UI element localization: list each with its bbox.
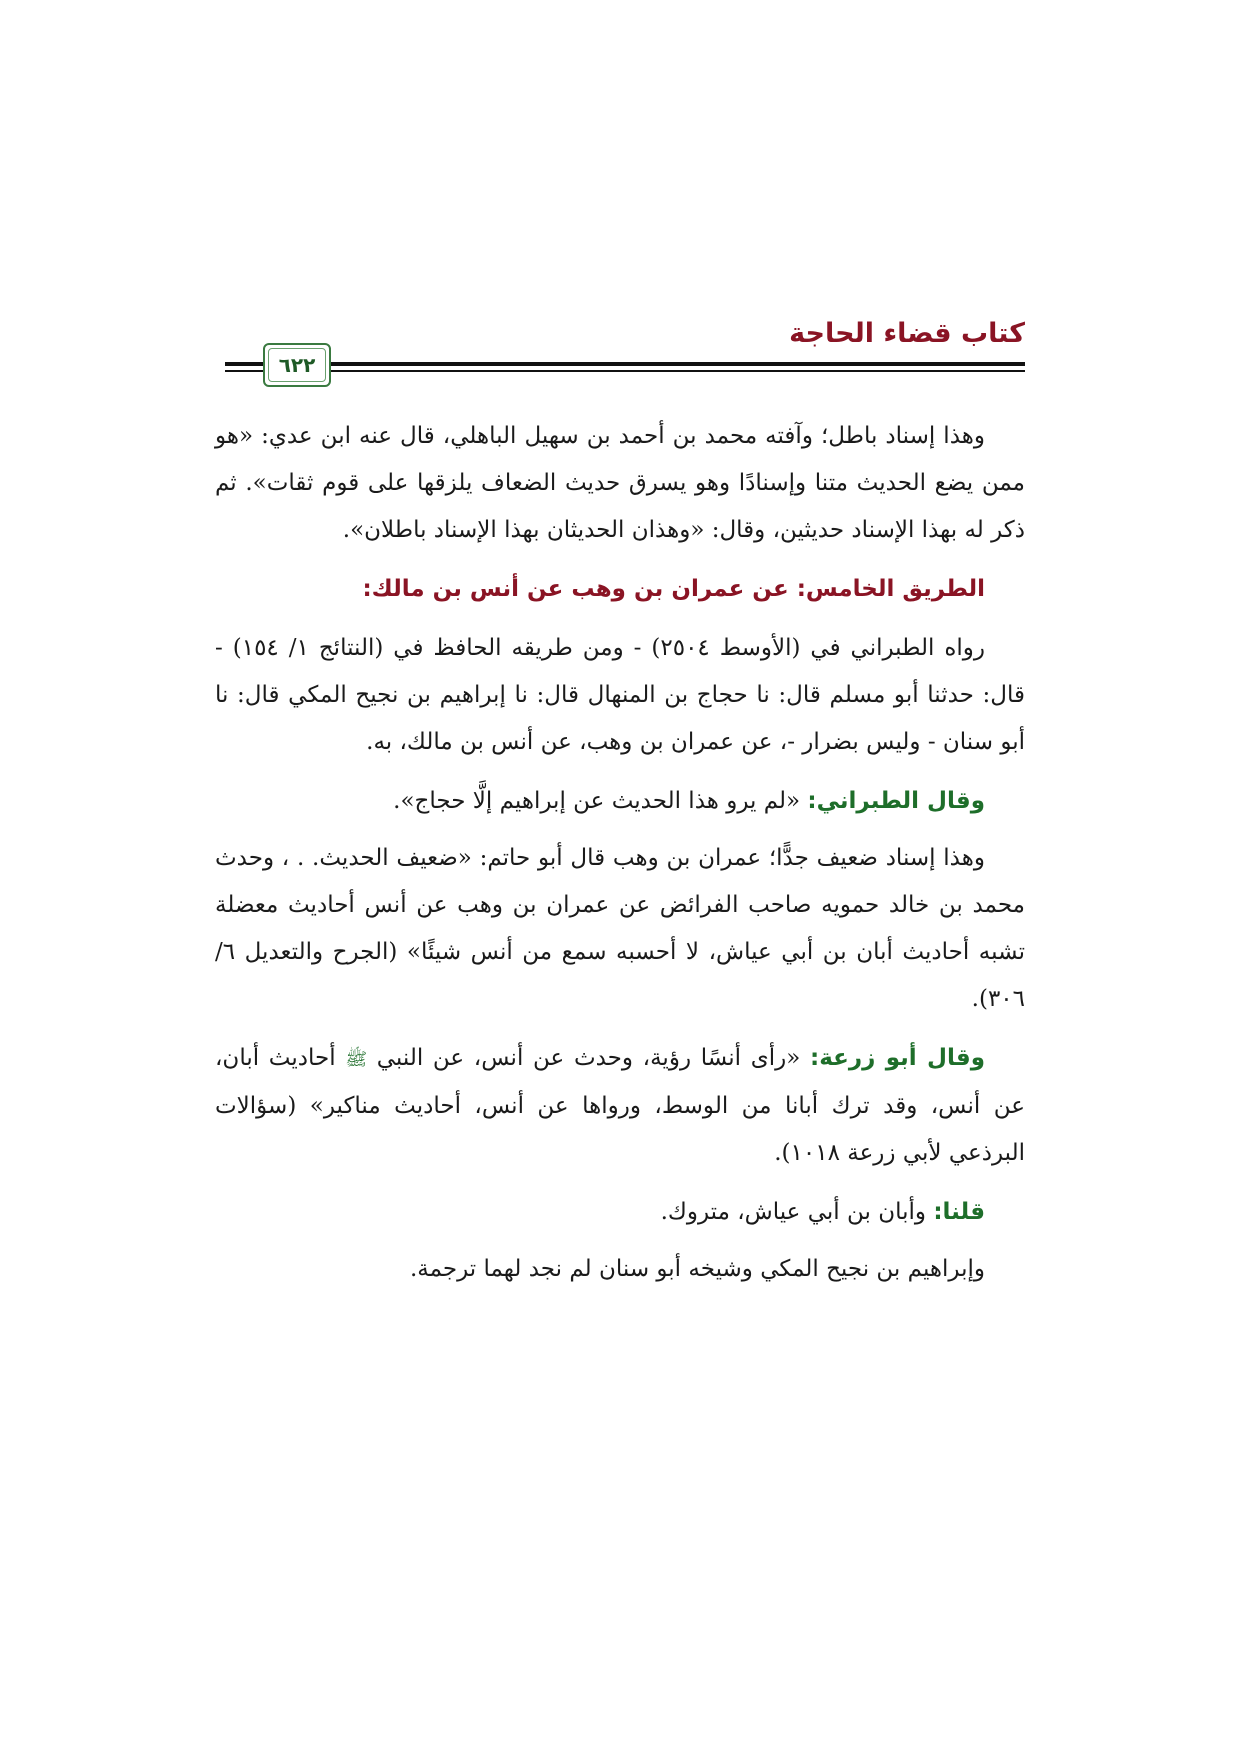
header-rule-thick [225,362,1025,366]
section-heading-fifth-route: الطريق الخامس: عن عمران بن وهب عن أنس بن مالك: [362,576,985,602]
paragraph-abu-zura [215,1035,1025,1177]
quote-text-before: «رأى أنسًا رؤية، وحدث عن أنس، عن النبي [367,1045,810,1071]
paragraph-isnad-batil: وهذا إسناد باطل؛ وآفته محمد بن أحمد بن سهيل الباهلي، قال عنه ابن عدي: «هو ممن يضع الحديث متنا وإسنادًا وهو يسرق حديث الضعاف يلزقها على قوم ثقات». ثم ذكر له بهذا الإسناد حديثين، وقال: «وهذان الحديثان بهذا الإسناد باطلان». [215,423,1025,543]
header-rule-thin [225,370,1025,372]
page-body [215,413,1025,1305]
page-header [225,300,1025,400]
paragraph-tabarani-comment [215,778,1025,825]
book-title: كتاب قضاء الحاجة [789,318,1025,349]
statement-text: وأبان بن أبي عياش، متروك. [660,1199,934,1225]
paragraph-abu-hatim: وهذا إسناد ضعيف جدًّا؛ عمران بن وهب قال أبو حاتم: «ضعيف الحديث. . ، وحدث محمد بن خالد حمويه صاحب الفرائض عن عمران بن وهب عن أنس أحاديث معضلة تشبه أحاديث أبان بن أبي عياش، لا أحسبه سمع من أنس شيئًا» (الجرح والتعديل ٦/ ٣٠٦). [215,845,1025,1012]
paragraph-no-biography: وإبراهيم بن نجيح المكي وشيخه أبو سنان لم نجد لهما ترجمة. [409,1256,985,1282]
page-number-frame [263,343,331,387]
quote-text: «لم يرو هذا الحديث عن إبراهيم إلَّا حجاج». [393,788,808,814]
page-number: ٦٢٢ [278,353,316,377]
speaker-label-abu-zura: وقال أبو زرعة: [810,1045,985,1071]
paragraph-tabarani-narration: رواه الطبراني في (الأوسط ٢٥٠٤) - ومن طريقه الحافظ في (النتائج ١/ ١٥٤) - قال: حدثنا أبو مسلم قال: نا حجاج بن المنهال قال: نا إبراهيم بن نجيح المكي قال: نا أبو سنان - وليس بضرار -، عن عمران بن وهب، عن أنس بن مالك، به. [215,635,1025,755]
paragraph-qulna [215,1189,1025,1236]
honorific-glyph: ﷺ [345,1049,368,1070]
quote-text-after: أحاديث أبان، عن أنس، وقد ترك أبانا من الوسط، ورواها عن أنس، أحاديث مناكير» (سؤالات البرذعي لأبي زرعة ١٠١٨). [215,1045,1025,1166]
speaker-label-tabarani: وقال الطبراني: [807,788,985,814]
speaker-label-qulna: قلنا: [933,1199,985,1225]
